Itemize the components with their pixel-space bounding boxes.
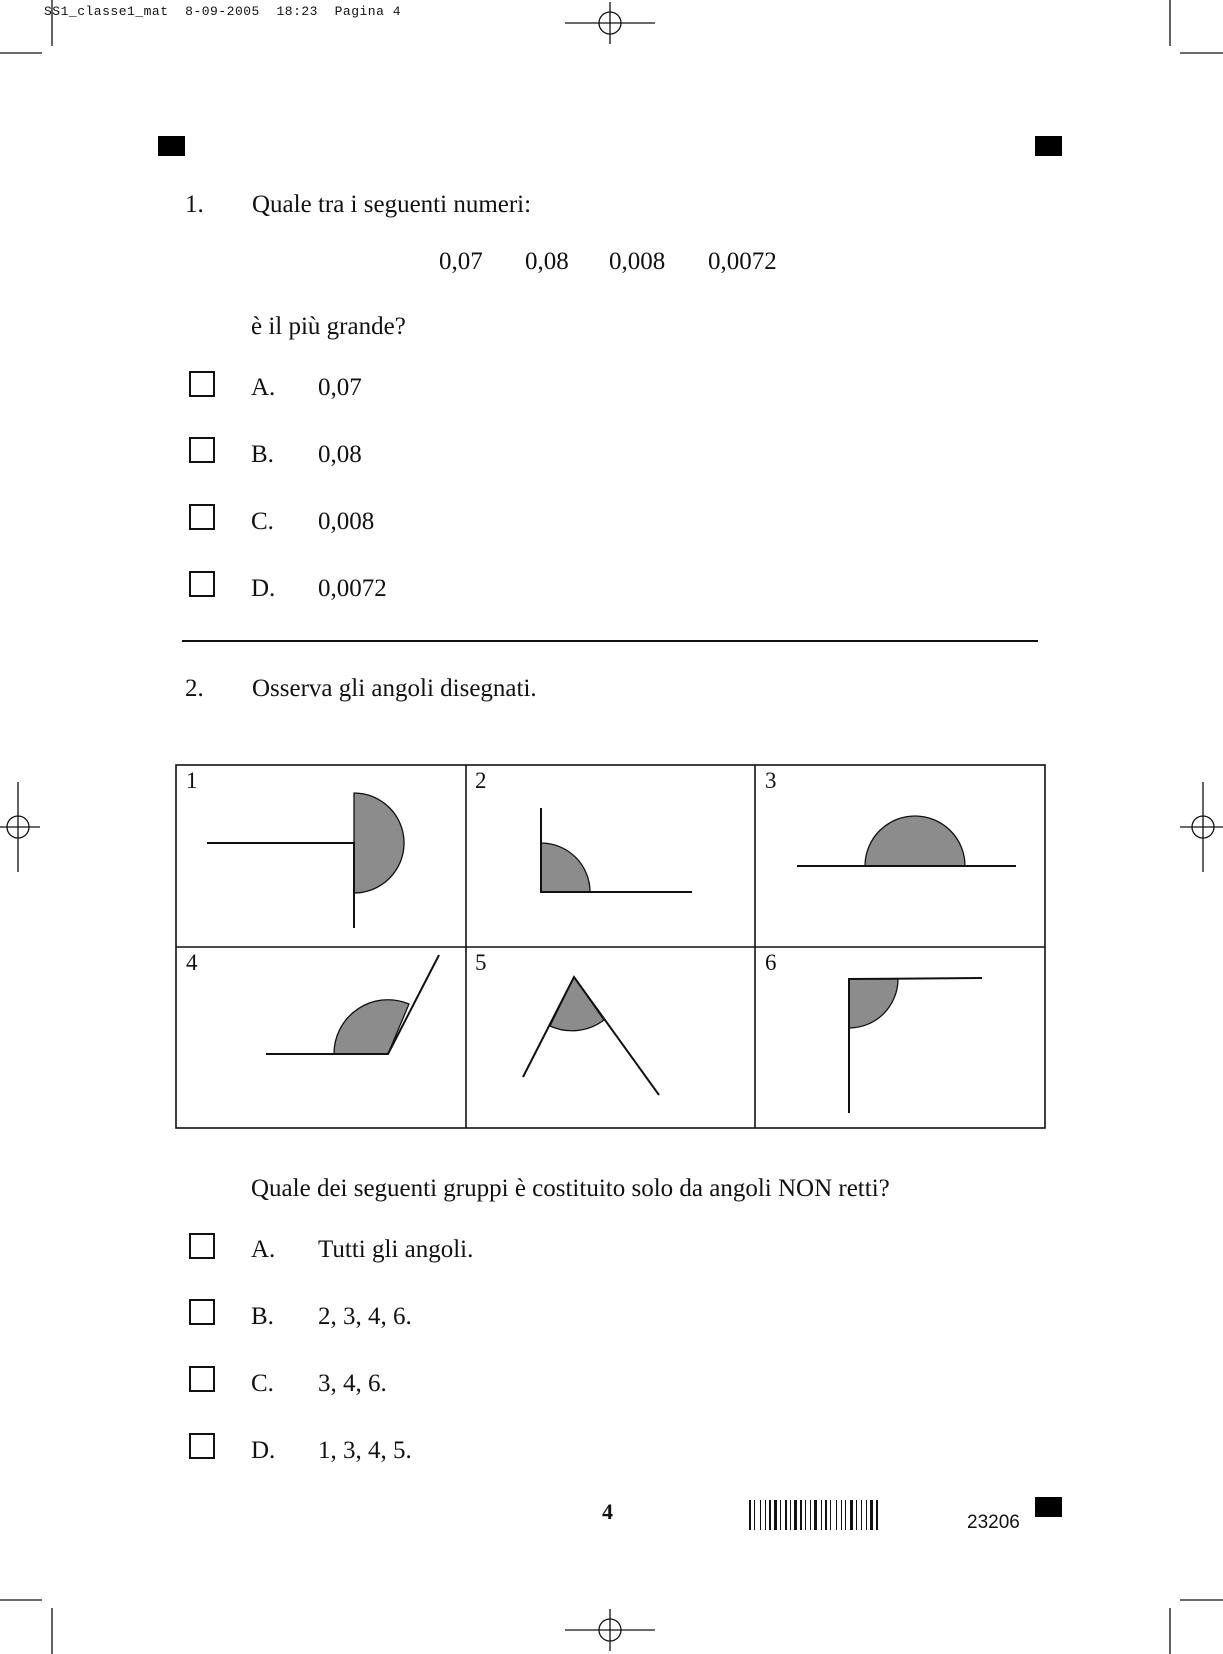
barcode-bar xyxy=(861,1500,862,1530)
q1-option-d-letter: D. xyxy=(251,575,276,602)
q2-option-a-letter: A. xyxy=(251,1236,276,1263)
number-value-1: 0,07 xyxy=(439,248,483,275)
barcode-bar xyxy=(749,1500,751,1530)
q1-option-a-letter: A. xyxy=(251,374,276,401)
page-number: 4 xyxy=(602,1499,613,1524)
barcode-bar xyxy=(810,1500,811,1530)
barcode-bar xyxy=(841,1500,842,1530)
q1-option-c-text: 0,008 xyxy=(318,508,375,535)
barcode-bar xyxy=(790,1500,791,1530)
question-1-number: 1. xyxy=(185,191,204,218)
barcode-bar xyxy=(870,1500,873,1530)
q2-option-c-letter: C. xyxy=(251,1370,274,1397)
slug-page: Pagina 4 xyxy=(334,4,402,19)
barcode-bar xyxy=(814,1500,817,1530)
figure-label-3: 3 xyxy=(765,768,777,793)
question-2-number: 2. xyxy=(185,675,204,702)
question-2-followup: Quale dei seguenti gruppi è costituito solo da angoli NON retti? xyxy=(251,1175,890,1202)
barcode-bar xyxy=(800,1500,802,1530)
question-1-followup: è il più grande? xyxy=(251,313,406,340)
barcode-bar xyxy=(785,1500,787,1530)
barcode-number: 23206 xyxy=(967,1512,1020,1533)
number-value-3: 0,008 xyxy=(609,248,666,275)
barcode-bar xyxy=(825,1500,827,1530)
barcode-bar xyxy=(821,1500,822,1530)
number-value-2: 0,08 xyxy=(525,248,569,275)
barcode-bar xyxy=(774,1500,777,1530)
figure-label-5: 5 xyxy=(475,950,487,975)
barcode-bar xyxy=(876,1500,878,1530)
q1-option-d-text: 0,0072 xyxy=(318,575,387,602)
q2-option-c-text: 3, 4, 6. xyxy=(318,1370,387,1397)
barcode-bar xyxy=(754,1500,755,1530)
figure-label-4: 4 xyxy=(186,950,198,975)
slug-date: 8-09-2005 xyxy=(185,4,260,19)
barcode-bar xyxy=(780,1500,781,1530)
slug-time: 18:23 xyxy=(276,4,318,19)
question-1-prompt: Quale tra i seguenti numeri: xyxy=(252,191,532,218)
barcode-bar xyxy=(856,1500,857,1530)
figure-label-2: 2 xyxy=(475,768,487,793)
q1-option-c-letter: C. xyxy=(251,508,274,535)
barcode-bar xyxy=(769,1500,771,1530)
figure-label-6: 6 xyxy=(765,950,777,975)
barcode-bar xyxy=(760,1500,761,1530)
barcode-bar xyxy=(805,1500,806,1530)
number-value-4: 0,0072 xyxy=(708,248,777,275)
barcode-bar xyxy=(836,1500,837,1530)
barcode-bar xyxy=(850,1500,853,1530)
q2-option-b-text: 2, 3, 4, 6. xyxy=(318,1303,412,1330)
q1-option-b-text: 0,08 xyxy=(318,441,362,468)
barcode-bar xyxy=(845,1500,846,1530)
question-2-prompt: Osserva gli angoli disegnati. xyxy=(252,675,537,702)
barcode-bar xyxy=(866,1500,867,1530)
barcode-bar xyxy=(830,1500,831,1530)
barcode-bar xyxy=(794,1500,797,1530)
q2-option-b-letter: B. xyxy=(251,1303,274,1330)
q2-option-a-text: Tutti gli angoli. xyxy=(318,1236,474,1263)
q1-option-b-letter: B. xyxy=(251,441,274,468)
barcode-bar xyxy=(765,1500,766,1530)
q1-option-a-text: 0,07 xyxy=(318,374,362,401)
figure-label-1: 1 xyxy=(186,768,198,793)
q2-option-d-letter: D. xyxy=(251,1437,276,1464)
q2-option-d-text: 1, 3, 4, 5. xyxy=(318,1437,412,1464)
slug-file: SS1_classe1_mat xyxy=(44,4,169,19)
